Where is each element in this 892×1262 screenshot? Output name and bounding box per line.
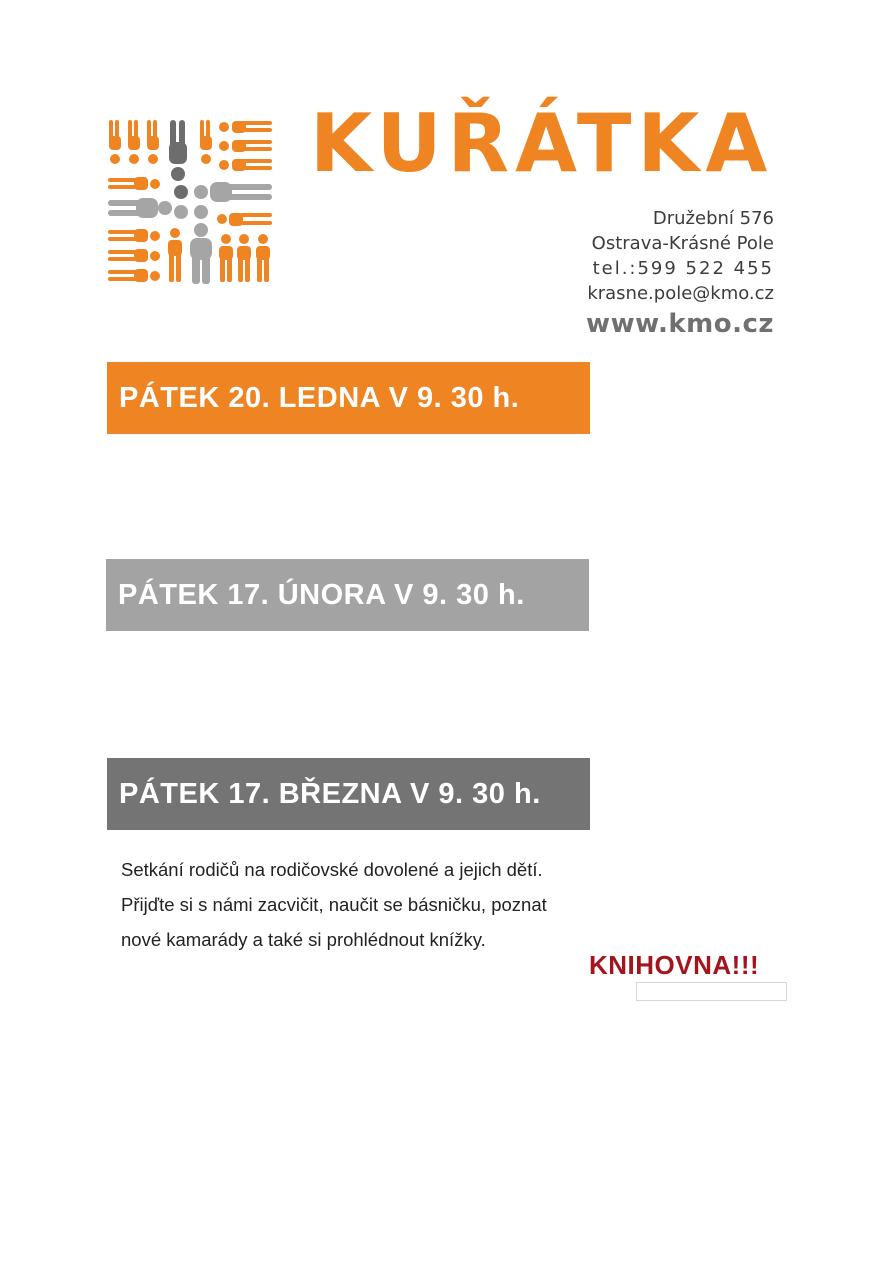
blank-field [636,982,787,1001]
contact-phone: tel.:599 522 455 [592,258,774,279]
description-line: Setkání rodičů na rodičovské dovolené a jejich dětí. [121,859,543,880]
logo-mark [106,118,276,288]
contact-email: krasne.pole@kmo.cz [587,283,774,304]
description-line: nové kamarády a také si prohlédnout knížky. [121,929,486,950]
date-banner-january: PÁTEK 20. LEDNA V 9. 30 h. [107,362,590,434]
library-label: KNIHOVNA!!! [589,950,760,980]
page-title: KUŘÁTKA [310,97,774,190]
contact-city: Ostrava-Krásné Pole [591,233,774,254]
description-line: Přijďte si s námi zacvičit, naučit se básničku, poznat [121,894,547,915]
contact-address: Družební 576 [652,208,774,229]
date-banner-march: PÁTEK 17. BŘEZNA V 9. 30 h. [107,758,590,830]
contact-block [586,206,774,337]
date-banner-february: PÁTEK 17. ÚNORA V 9. 30 h. [106,559,589,631]
event-description [121,852,601,957]
contact-website: www.kmo.cz [586,309,774,339]
